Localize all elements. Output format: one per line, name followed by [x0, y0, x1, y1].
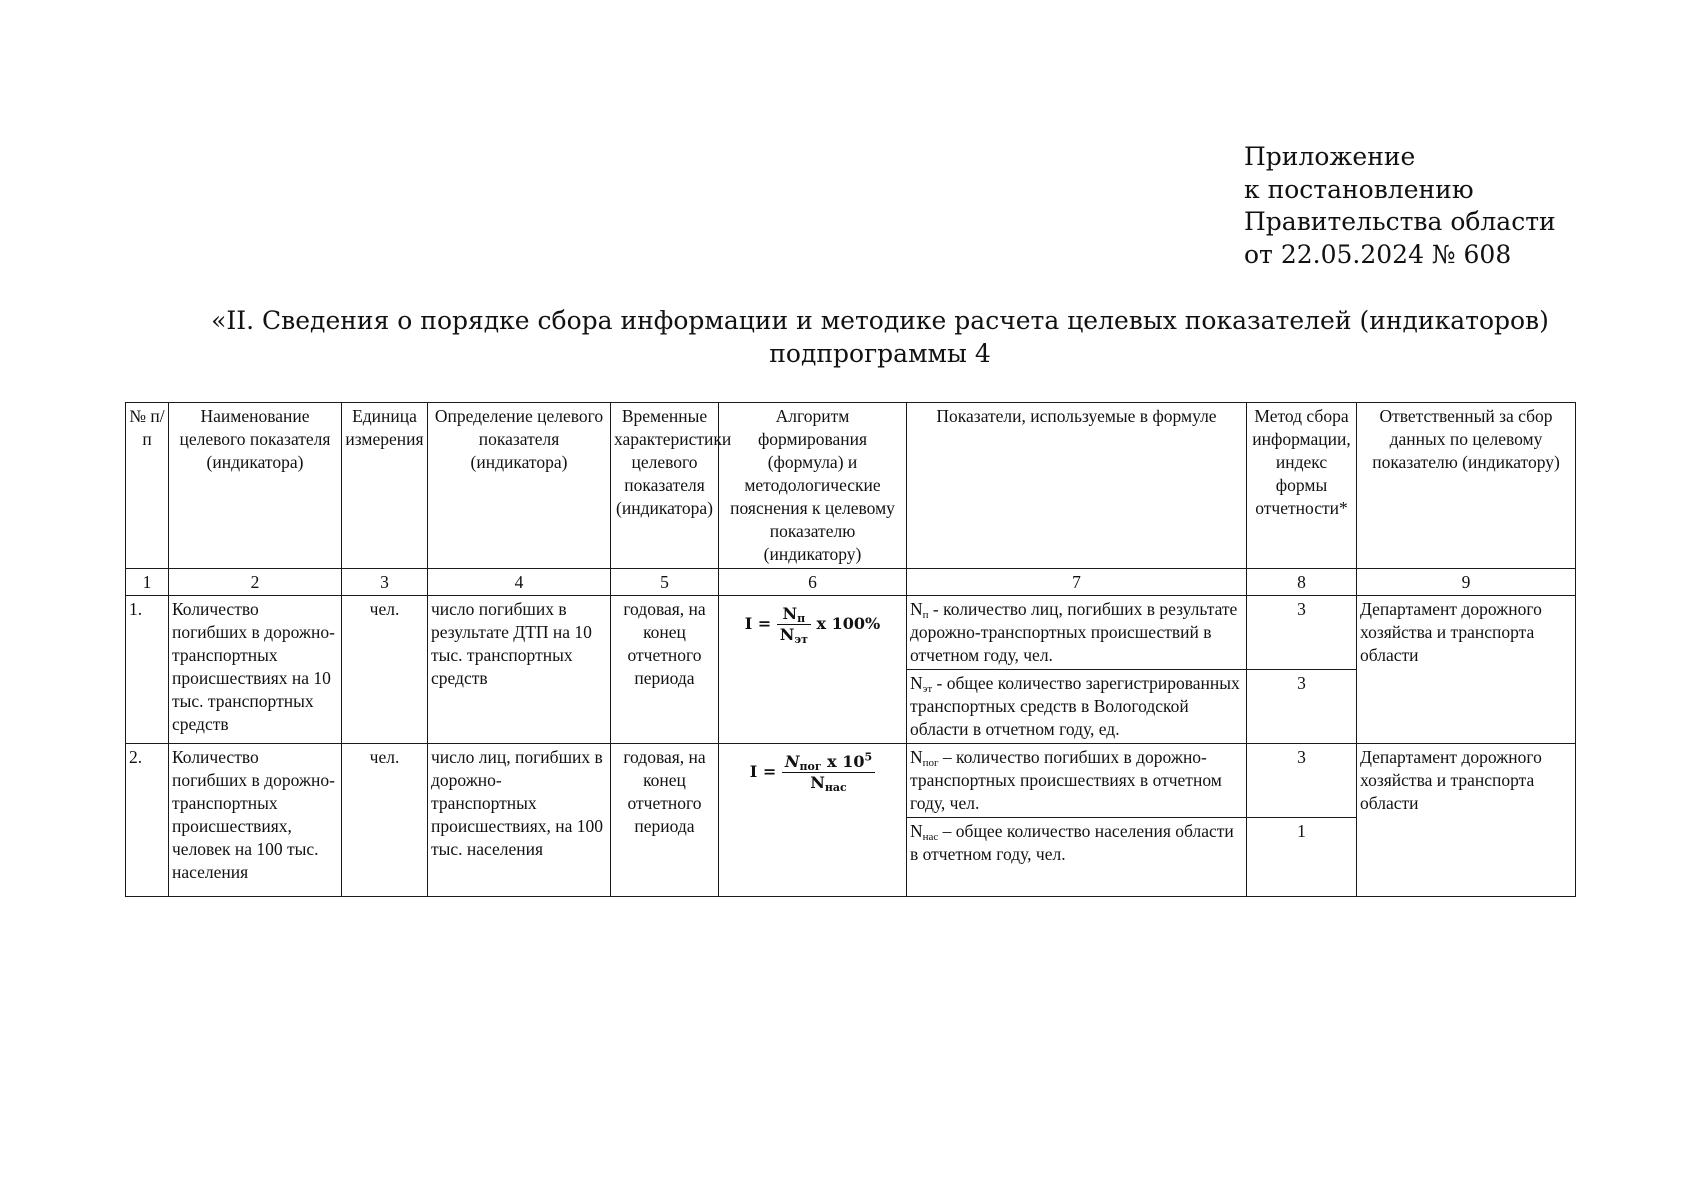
header-cell-name: Наименование целевого показателя (индикатора): [169, 403, 342, 569]
indicator-subscript: п: [922, 609, 929, 621]
header-row: [126, 403, 1576, 569]
appendix-date-line: от 22.05.2024 № 608: [1244, 239, 1512, 269]
column-number: 2: [169, 569, 342, 596]
indicator-subscript: эт: [922, 683, 933, 695]
formula-indicator: [907, 596, 1247, 670]
column-number-row: [126, 569, 1576, 596]
indicator-name: Количество погибших в дорожно-транспортных происшествиях, человек на 100 тыс. населения: [169, 744, 342, 897]
formula-subscript: пог: [799, 760, 822, 773]
column-number: 3: [342, 569, 428, 596]
column-number: 6: [719, 569, 907, 596]
table-row: [126, 744, 1576, 818]
responsible-party: Департамент дорожного хозяйства и транспорта области: [1357, 596, 1576, 744]
title-line: «II. Сведения о порядке сбора информации и методике расчета целевых показателей (индикаторов): [211, 306, 1549, 335]
header-cell-timing: Временные характеристики целевого показателя (индикатора): [611, 403, 719, 569]
header-cell-num: № п/п: [126, 403, 169, 569]
column-number: 8: [1247, 569, 1357, 596]
collection-method: 3: [1247, 670, 1357, 744]
column-number: 5: [611, 569, 719, 596]
appendix-block: [1244, 141, 1556, 271]
header-cell-responsible: Ответственный за сбор данных по целевому показателю (индикатору): [1357, 403, 1576, 569]
appendix-line: к постановлению: [1244, 174, 1474, 204]
column-number: 4: [428, 569, 611, 596]
formula-subscript: нас: [824, 781, 847, 794]
title-line: подпрограммы 4: [769, 339, 991, 368]
indicator-timing: годовая, на конец отчетного периода: [611, 596, 719, 744]
indicator-var: N: [910, 673, 923, 693]
column-number: 9: [1357, 569, 1576, 596]
formula-tail: x 100%: [816, 614, 881, 633]
formula-lhs: I =: [744, 614, 772, 633]
indicator-var: N: [910, 599, 923, 619]
row-number: 1.: [126, 596, 169, 744]
indicator-subscript: нас: [922, 831, 939, 843]
formula-denominator: [782, 773, 875, 793]
column-number: 1: [126, 569, 169, 596]
header-cell-definition: Определение целевого показателя (индикатора): [428, 403, 611, 569]
indicator-var: N: [910, 821, 923, 841]
header-cell-formula: Алгоритм формирования (формула) и методологические пояснения к целевому показателю (индикатору): [719, 403, 907, 569]
collection-method: 3: [1247, 744, 1357, 818]
formula-exponent: 5: [864, 750, 873, 764]
formula-subscript: п: [797, 612, 806, 625]
formula-var: N: [784, 752, 800, 771]
indicator-timing: годовая, на конец отчетного периода: [611, 744, 719, 897]
row-number: 2.: [126, 744, 169, 897]
formula-subscript: эт: [794, 633, 808, 646]
indicator-unit: чел.: [342, 744, 428, 897]
indicator-description: - количество лиц, погибших в результате дорожно-транспортных происшествий в отчетном году, чел.: [910, 599, 1238, 665]
indicator-subscript: пог: [922, 757, 939, 769]
formula-fraction: [782, 752, 875, 793]
formula-indicator: [907, 818, 1247, 897]
collection-method: 1: [1247, 818, 1357, 897]
indicator-var: N: [910, 747, 923, 767]
formula-indicator: [907, 744, 1247, 818]
formula-var: N: [810, 773, 825, 792]
indicator-description: – количество погибших в дорожно-транспортных происшествиях в отчетном году, чел.: [910, 747, 1222, 813]
indicator-description: – общее количество населения области в отчетном году, чел.: [910, 821, 1234, 864]
formula-lhs: I =: [749, 762, 777, 781]
column-number: 7: [907, 569, 1247, 596]
collection-method: 3: [1247, 596, 1357, 670]
formula-denominator: [777, 625, 811, 645]
responsible-party: Департамент дорожного хозяйства и транспорта области: [1357, 744, 1576, 897]
header-cell-unit: Единица измерения: [342, 403, 428, 569]
header-cell-method: Метод сбора информации, индекс формы отчетности*: [1247, 403, 1357, 569]
indicator-definition: число погибших в результате ДТП на 10 тыс. транспортных средств: [428, 596, 611, 744]
indicator-definition: число лиц, погибших в дорожно-транспортных происшествиях, на 100 тыс. населения: [428, 744, 611, 897]
appendix-line: Приложение: [1244, 142, 1416, 171]
indicator-description: - общее количество зарегистрированных транспортных средств в Вологодской области в отчетном году, ед.: [910, 673, 1240, 739]
formula-fraction: [777, 604, 811, 645]
header-cell-indicators: Показатели, используемые в формуле: [907, 403, 1247, 569]
indicator-formula: [719, 596, 907, 744]
appendix-line: Правительства области: [1244, 207, 1556, 236]
indicator-formula: [719, 744, 907, 897]
formula-expression: [722, 746, 903, 793]
indicator-name: Количество погибших в дорожно-транспортных происшествиях на 10 тыс. транспортных средств: [169, 596, 342, 744]
formula-indicator: [907, 670, 1247, 744]
formula-var: N: [779, 625, 795, 644]
indicator-unit: чел.: [342, 596, 428, 744]
formula-var: N: [782, 604, 798, 623]
document-title: [120, 304, 1640, 370]
formula-multiplier: x 10: [821, 752, 865, 771]
formula-numerator: [777, 604, 811, 625]
table-row: [126, 596, 1576, 670]
formula-numerator: [782, 752, 875, 773]
formula-expression: [722, 598, 903, 645]
indicators-table: [125, 402, 1576, 897]
